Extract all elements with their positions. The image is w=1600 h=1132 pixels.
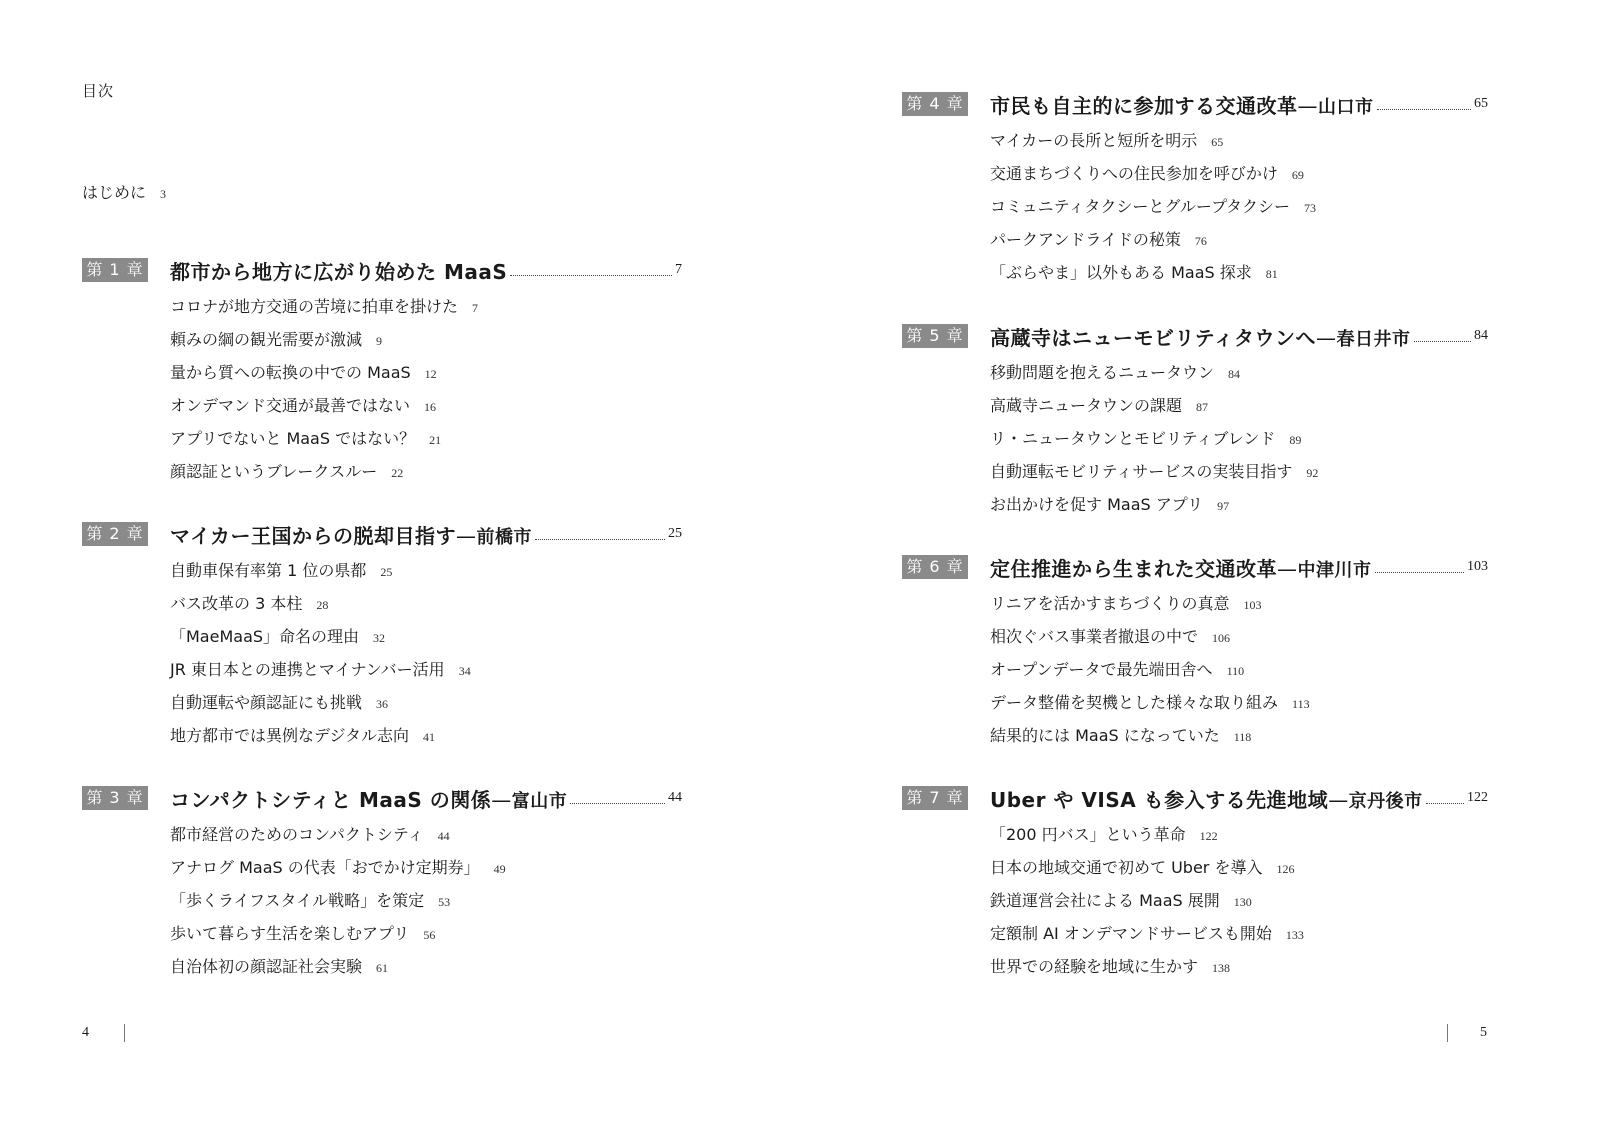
chapter-heading[interactable] — [82, 782, 682, 814]
section-title: 自動運転モビリティサービスの実装目指す — [990, 462, 1293, 481]
section-item[interactable] — [170, 426, 682, 459]
chapter-page: 65 — [1474, 96, 1488, 111]
section-list — [990, 822, 1488, 987]
section-title: 相次ぐバス事業者撤退の中で — [990, 627, 1199, 646]
section-item[interactable] — [990, 360, 1488, 393]
chapter-page: 44 — [668, 790, 682, 805]
section-page: 28 — [316, 598, 329, 612]
section-list — [990, 591, 1488, 756]
chapter-title — [990, 553, 1372, 582]
leader-dots — [1414, 341, 1472, 342]
chapter-title — [170, 784, 567, 813]
section-title: 世界での経験を地域に生かす — [990, 957, 1199, 976]
section-title: 「ぶらやま」以外もある MaaS 探求 — [990, 263, 1252, 282]
chapter-6 — [902, 551, 1488, 756]
section-title: 自動運転や顔認証にも挑戦 — [170, 693, 363, 712]
section-item[interactable] — [170, 921, 682, 954]
section-item[interactable] — [990, 260, 1488, 293]
section-page: 92 — [1306, 466, 1319, 480]
section-title: 量から質への転換の中での MaaS — [170, 363, 411, 382]
section-title: パークアンドライドの秘策 — [990, 230, 1181, 249]
section-page: 133 — [1285, 928, 1304, 942]
chapter-7 — [902, 782, 1488, 987]
section-title: 地方都市では異例なデジタル志向 — [170, 726, 410, 745]
chapter-title — [990, 90, 1374, 119]
section-page: 122 — [1199, 829, 1218, 843]
section-page: 41 — [423, 730, 436, 744]
section-page: 34 — [458, 664, 471, 678]
section-item[interactable] — [990, 690, 1488, 723]
section-title: 顔認証というブレークスルー — [170, 462, 378, 481]
section-page: 21 — [429, 433, 442, 447]
section-page: 130 — [1233, 895, 1252, 909]
section-page: 36 — [376, 697, 389, 711]
toc-label: 目次 — [82, 82, 115, 100]
chapter-title-main: 定住推進から生まれた交通改革 — [990, 556, 1277, 581]
section-item[interactable] — [170, 624, 682, 657]
section-item[interactable] — [170, 888, 682, 921]
title-dash: — — [1277, 556, 1298, 581]
section-page: 89 — [1289, 433, 1302, 447]
section-list — [170, 294, 682, 492]
section-item[interactable] — [170, 558, 682, 591]
section-title: アプリでないと MaaS ではない？ — [170, 429, 416, 448]
chapter-5 — [902, 320, 1488, 525]
section-item[interactable] — [990, 855, 1488, 888]
intro-label: はじめに — [82, 183, 147, 202]
section-title: マイカーの長所と短所を明示 — [990, 131, 1198, 150]
section-item[interactable] — [990, 954, 1488, 987]
section-item[interactable] — [170, 393, 682, 426]
section-page: 73 — [1304, 201, 1317, 215]
chapter-heading[interactable] — [902, 320, 1488, 352]
section-item[interactable] — [990, 921, 1488, 954]
chapter-city: 春日井市 — [1336, 328, 1411, 350]
leader-dots — [535, 539, 665, 540]
section-item[interactable] — [990, 128, 1488, 161]
page-number-rule — [124, 1024, 125, 1042]
section-page: 84 — [1228, 367, 1241, 381]
section-title: お出かけを促す MaaS アプリ — [990, 495, 1204, 514]
chapter-heading[interactable] — [902, 88, 1488, 120]
chapter-page: 25 — [668, 526, 682, 541]
section-title: オンデマンド交通が最善ではない — [170, 396, 411, 415]
section-page: 44 — [437, 829, 450, 843]
section-item[interactable] — [990, 492, 1488, 525]
section-title: 高蔵寺ニュータウンの課題 — [990, 396, 1183, 415]
chapter-title — [170, 520, 532, 549]
chapter-page: 103 — [1467, 559, 1488, 574]
chapter-title — [990, 784, 1423, 813]
right-page — [800, 0, 1600, 1132]
chapter-title-main: Uber や VISA も参入する先進地域 — [990, 787, 1329, 812]
section-title: 都市経営のためのコンパクトシティ — [170, 825, 424, 844]
section-page: 113 — [1292, 697, 1310, 711]
intro-page: 3 — [160, 187, 167, 201]
section-list — [990, 128, 1488, 293]
title-dash: — — [1297, 93, 1318, 118]
page-number: 5 — [1480, 1025, 1487, 1040]
section-list — [170, 822, 682, 987]
chapter-city: 前橋市 — [476, 526, 532, 548]
chapter-1 — [82, 254, 682, 492]
section-title: 鉄道運営会社による MaaS 展開 — [990, 891, 1220, 910]
section-title: リニアを活かすまちづくりの真意 — [990, 594, 1230, 613]
chapter-city: 山口市 — [1318, 96, 1374, 118]
section-item[interactable] — [170, 855, 682, 888]
section-title: データ整備を契機とした様々な取り組み — [990, 693, 1279, 712]
leader-dots — [1375, 572, 1465, 573]
section-title: 自治体初の顔認証社会実験 — [170, 957, 363, 976]
section-page: 118 — [1233, 730, 1252, 744]
chapter-page: 122 — [1467, 790, 1488, 805]
section-page: 81 — [1265, 267, 1278, 281]
section-title: 日本の地域交通で初めて Uber を導入 — [990, 858, 1263, 877]
section-item[interactable] — [170, 294, 682, 327]
leader-dots — [1426, 803, 1464, 804]
section-title: オープンデータで最先端田舎へ — [990, 660, 1213, 679]
chapter-title-main: コンパクトシティと MaaS の関係 — [170, 787, 492, 812]
chapter-title — [990, 322, 1411, 351]
title-dash: — — [456, 523, 477, 548]
chapter-badge: 第 5 章 — [902, 324, 968, 348]
section-title: アナログ MaaS の代表「おでかけ定期券」 — [170, 858, 480, 877]
leader-dots — [570, 803, 665, 804]
chapter-title-main: 高蔵寺はニューモビリティタウンへ — [990, 325, 1316, 350]
section-item[interactable] — [170, 690, 682, 723]
chapter-heading[interactable] — [82, 518, 682, 550]
chapter-page: 84 — [1474, 328, 1488, 343]
section-page: 138 — [1212, 961, 1231, 975]
section-title: 自動車保有率第 1 位の県都 — [170, 561, 367, 580]
section-item[interactable] — [990, 426, 1488, 459]
leader-dots — [510, 275, 672, 276]
section-title: 「歩くライフスタイル戦略」を策定 — [170, 891, 425, 910]
chapter-city: 京丹後市 — [1348, 790, 1423, 812]
chapter-badge: 第 2 章 — [82, 522, 148, 546]
section-page: 9 — [376, 334, 383, 348]
section-item[interactable] — [170, 657, 682, 690]
section-page: 56 — [423, 928, 436, 942]
section-item[interactable] — [990, 227, 1488, 260]
section-page: 126 — [1276, 862, 1295, 876]
section-item[interactable] — [990, 591, 1488, 624]
section-item[interactable] — [170, 459, 682, 492]
title-dash: — — [491, 787, 512, 812]
chapter-title-main: 市民も自主的に参加する交通改革 — [990, 93, 1298, 118]
section-title: バス改革の 3 本柱 — [170, 594, 303, 613]
section-title: 定額制 AI オンデマンドサービスも開始 — [990, 924, 1272, 943]
section-item[interactable] — [990, 459, 1488, 492]
section-item[interactable] — [990, 194, 1488, 227]
title-dash: — — [1328, 787, 1349, 812]
chapter-city: 富山市 — [511, 790, 568, 812]
section-list — [990, 360, 1488, 525]
section-title: 交通まちづくりへの住民参加を呼びかけ — [990, 164, 1278, 183]
section-title: 頼みの綱の観光需要が激減 — [170, 330, 363, 349]
page-number-rule — [1447, 1024, 1448, 1042]
section-title: コミュニティタクシーとグループタクシー — [990, 197, 1291, 216]
chapter-badge: 第 7 章 — [902, 786, 968, 810]
section-page: 22 — [391, 466, 404, 480]
section-item[interactable] — [170, 360, 682, 393]
section-title: 「200 円バス」という革命 — [990, 825, 1186, 844]
section-page: 110 — [1226, 664, 1245, 678]
intro-entry[interactable] — [82, 180, 166, 203]
section-title: 「MaeMaaS」命名の理由 — [170, 627, 360, 646]
chapter-heading[interactable] — [902, 782, 1488, 814]
section-title: リ・ニュータウンとモビリティブレンド — [990, 429, 1276, 448]
section-title: 歩いて暮らす生活を楽しむアプリ — [170, 924, 410, 943]
section-page: 103 — [1243, 598, 1262, 612]
section-item[interactable] — [170, 327, 682, 360]
section-title: コロナが地方交通の苦境に拍車を掛けた — [170, 297, 459, 316]
section-page: 12 — [424, 367, 437, 381]
section-item[interactable] — [170, 723, 682, 756]
chapter-badge: 第 6 章 — [902, 555, 968, 579]
section-item[interactable] — [990, 822, 1488, 855]
section-item[interactable] — [990, 624, 1488, 657]
section-item[interactable] — [170, 822, 682, 855]
section-item[interactable] — [990, 723, 1488, 756]
section-item[interactable] — [170, 954, 682, 987]
section-page: 65 — [1211, 135, 1224, 149]
chapter-badge: 第 4 章 — [902, 92, 968, 116]
chapter-badge: 第 3 章 — [82, 786, 148, 810]
chapter-title-main: マイカー王国からの脱却目指す — [170, 523, 456, 548]
section-page: 76 — [1194, 234, 1207, 248]
section-page: 7 — [472, 301, 479, 315]
chapter-3 — [82, 782, 682, 987]
section-item[interactable] — [170, 591, 682, 624]
title-dash: — — [1316, 325, 1337, 350]
leader-dots — [1377, 109, 1472, 110]
section-page: 69 — [1291, 168, 1304, 182]
section-page: 32 — [373, 631, 386, 645]
section-page: 49 — [493, 862, 506, 876]
section-title: 結果的には MaaS になっていた — [990, 726, 1220, 745]
chapter-page: 7 — [675, 262, 682, 277]
page-number: 4 — [82, 1025, 89, 1040]
chapter-4 — [902, 88, 1488, 293]
section-page: 97 — [1217, 499, 1230, 513]
section-page: 25 — [380, 565, 393, 579]
chapter-2 — [82, 518, 682, 756]
chapter-heading[interactable] — [82, 254, 682, 286]
section-title: 移動問題を抱えるニュータウン — [990, 363, 1215, 382]
chapter-title: 都市から地方に広がり始めた MaaS — [170, 259, 508, 284]
chapter-badge: 第 1 章 — [82, 258, 148, 282]
section-item[interactable] — [990, 161, 1488, 194]
section-page: 87 — [1196, 400, 1209, 414]
section-page: 106 — [1212, 631, 1231, 645]
section-item[interactable] — [990, 393, 1488, 426]
section-item[interactable] — [990, 657, 1488, 690]
chapter-city: 中津川市 — [1297, 559, 1372, 581]
section-page: 16 — [424, 400, 437, 414]
section-list — [170, 558, 682, 756]
section-page: 61 — [376, 961, 389, 975]
chapter-heading[interactable] — [902, 551, 1488, 583]
section-item[interactable] — [990, 888, 1488, 921]
section-page: 53 — [438, 895, 451, 909]
section-title: JR 東日本との連携とマイナンバー活用 — [170, 660, 445, 679]
